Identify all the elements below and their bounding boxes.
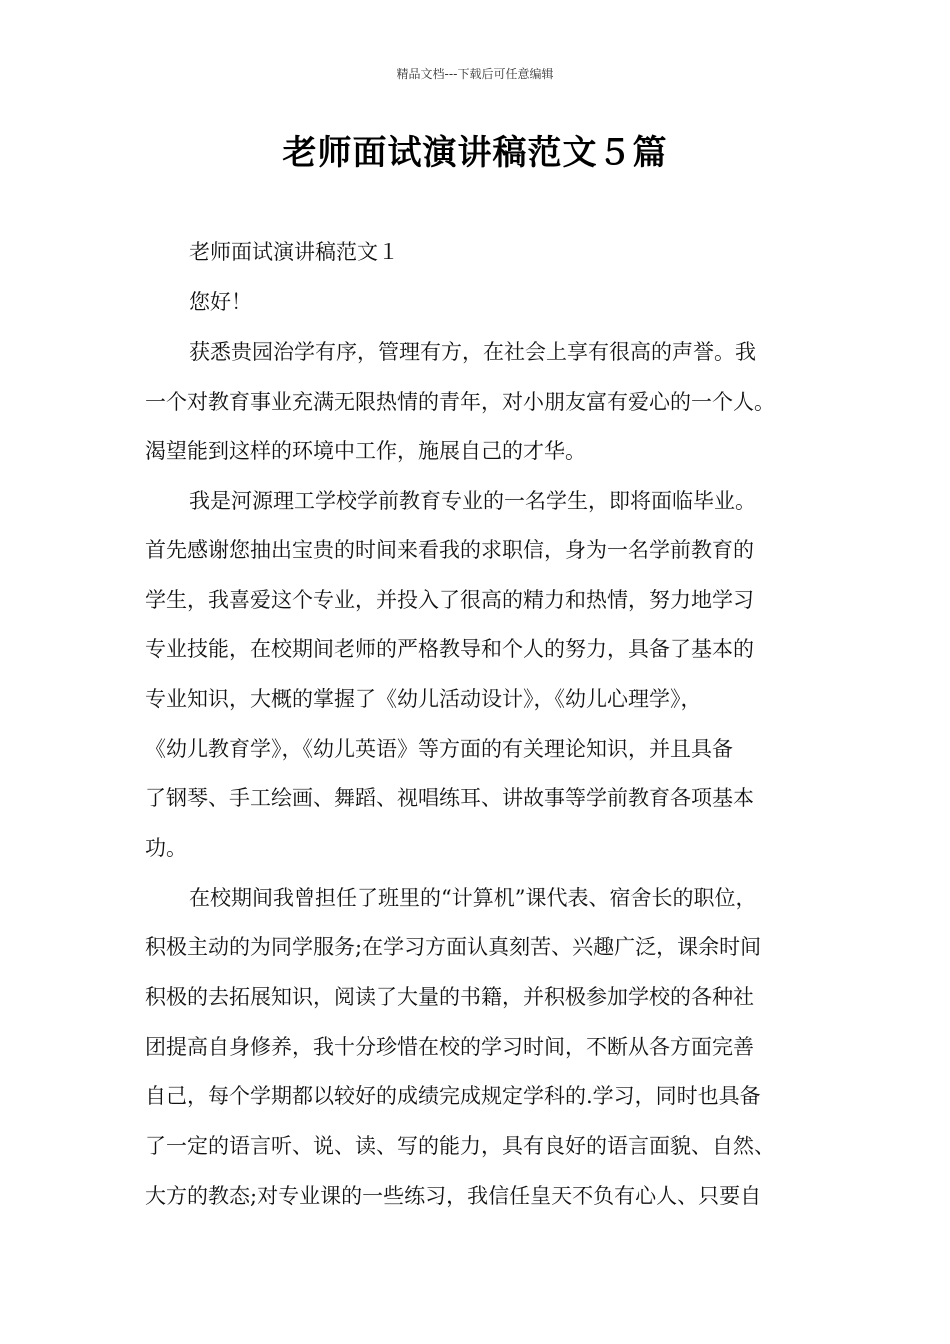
paragraph-3-line-5: 自己，每个学期都以较好的成绩完成规定学科的.学习，同时也具备: [145, 1084, 761, 1108]
paragraph-2-line-3: 学生，我喜爱这个专业，并投入了很高的精力和热情，努力地学习: [145, 588, 754, 612]
paragraph-1-line-2: 一个对教育事业充满无限热情的青年，对小朋友富有爱心的一个人。: [145, 390, 775, 414]
paragraph-2-line-4: 专业技能，在校期间老师的严格教导和个人的努力，具备了基本的: [145, 637, 754, 661]
document-title: 老师面试演讲稿范文５篇: [282, 133, 668, 173]
paragraph-2-line-2: 首先感谢您抽出宝贵的时间来看我的求职信，身为一名学前教育的: [145, 538, 754, 562]
paragraph-1-line-3: 渴望能到这样的环境中工作，施展自己的才华。: [145, 439, 586, 463]
paragraph-3-line-3: 积极的去拓展知识，阅读了大量的书籍，并积极参加学校的各种社: [145, 985, 754, 1009]
paragraph-2-line-5: 专业知识，大概的掌握了《幼儿活动设计》，《幼儿心理学》，: [145, 687, 702, 711]
paragraph-3-line-7: 大方的教态;对专业课的一些练习，我信任皇天不负有心人、只要自: [145, 1184, 762, 1208]
header-note: 精品文档---下载后可任意编辑: [396, 67, 554, 81]
paragraph-2-line-6: 《幼儿教育学》，《幼儿英语》等方面的有关理论知识，并且具备: [145, 737, 733, 761]
greeting: 您好！: [189, 290, 252, 314]
paragraph-3-line-4: 团提高自身修养，我十分珍惜在校的学习时间，不断从各方面完善: [145, 1035, 754, 1059]
paragraph-1-line-1: 获悉贵园治学有序，管理有方，在社会上享有很高的声誉。我: [189, 340, 756, 364]
paragraph-3-line-6: 了一定的语言听、说、读、写的能力，具有良好的语言面貌、自然、: [145, 1134, 775, 1158]
paragraph-2-line-7: 了钢琴、手工绘画、舞蹈、视唱练耳、讲故事等学前教育各项基本: [145, 786, 754, 810]
paragraph-2-line-1: 我是河源理工学校学前教育专业的一名学生，即将面临毕业。: [189, 489, 756, 513]
paragraph-3-line-1: 在校期间我曾担任了班里的“计算机”课代表、宿舍长的职位，: [189, 886, 757, 910]
paragraph-3-line-2: 积极主动的为同学服务;在学习方面认真刻苦、兴趣广泛，课余时间: [145, 935, 762, 959]
paragraph-2-line-8: 功。: [145, 836, 187, 860]
section-heading: 老师面试演讲稿范文１: [189, 240, 399, 264]
